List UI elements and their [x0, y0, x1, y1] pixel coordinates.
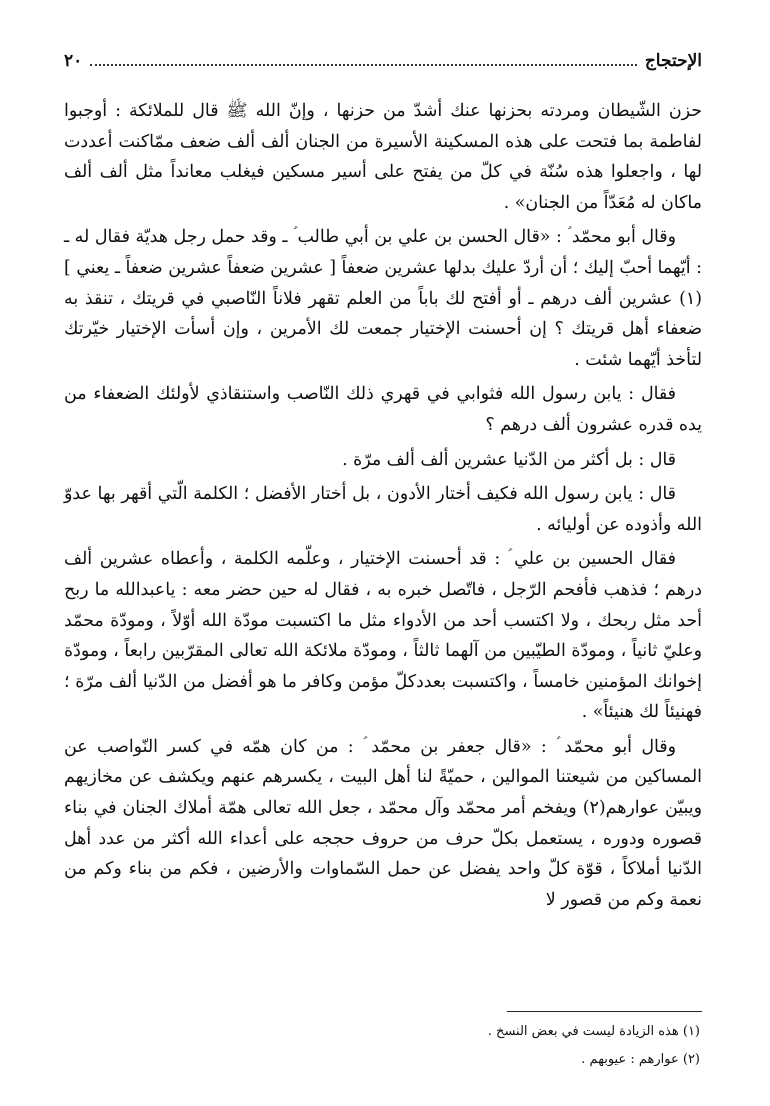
footnote: (١) هذه الزيادة ليست في بعض النسخ . [487, 1024, 700, 1039]
paragraph: قال : يابن رسول الله فكيف أختار الأدون ، بل أختار الأفضل ؛ الكلمة الّتي أقهر بها عدوّ الله وأذوده عن أوليائه . [64, 484, 702, 535]
paragraph: فقال الحسين بن علي ؑ : قد أحسنت الإختيار ، وعلّمه الكلمة ، وأعطاه عشرين ألف درهم ؛ فذهب فأفحم الرّجل ، فاتّصل خبره به ، فقال له حين حضر معه : ياعبدالله ما ربح أحد مثل ربحك ، ولا اكتسب أحد من الأدواء مثل ما اكتسبت مودّة الله أوّلاً ، ومودّة محمّد وعليّ ثانياً ، ومودّة الطيّبين من آلهما ثالثاً ، ومودّة ملائكة الله تعالى المقرّبين رابعاً ، ومودّة إخوانك المؤمنين خامساً ، واكتسبت بعددكلّ مؤمن وكافر ما هو أفضل من الدّنيا ألف مرّة ؛ فهنيئاً لك هنيئاً» . [64, 549, 702, 723]
paragraph: حزن الشّيطان ومردته بحزنها عنك أشدّ من حزنها ، وإنّ الله ﷺ قال للملائكة : أوجبوا لفاطمة بما فتحت على هذه المسكينة الأسيرة من الجنان ألف ألف ضعف ممّاكنت أعددت لها ، واجعلوا هذه سُنّة في كلّ من يفتح على أسير مسكين فيغلب معانداً مثل ألف ألف ماكان له مُعَدّاً من الجنان» . [64, 101, 702, 213]
paragraph: وقال أبو محمّد ؑ : «قال جعفر بن محمّد ؑ : من كان همّه في كسر النّواصب عن المساكين من شيعتنا الموالين ، حميّةً لنا أهل البيت ، يكسرهم عنهم ويكشف عن مخازيهم ويبيّن عوارهم(٢) ويفخم أمر محمّد وآل محمّد ، جعل الله تعالى همّة أملاك الجنان في بناء قصوره ودوره ، يستعمل بكلّ حرف من حروف حججه على أعداء الله أكثر من عدد أهل الدّنيا أملاكاً ، قوّة كلّ واحد يفضل عن حمل السّماوات والأرضين ، فكم من بناء وكم من نعمة وكم من قصور لا [64, 736, 703, 910]
footnote: (٢) عوارهم : عيوبهم . [581, 1052, 700, 1067]
paragraph: وقال أبو محمّد ؑ : «قال الحسن بن علي بن أبي طالب ؑ ـ وقد حمل رجل هديّة فقال له ـ : أيّهما أحبّ إليك ؛ أن أردّ عليك بدلها عشرين ضعفاً [ عشرين ضعفاً عشرين ضعفاً ـ يعني ](١) عشرين ألف درهم ـ أو أفتح لك باباً من العلم تقهر فلاناً النّاصبي في قريتك ، تنقذ به ضعفاء أهل قريتك ؟ إن أحسنت الإختيار جمعت لك الأمرين ، وإن أسأت الإختيار خيّرتك لتأخذ أيّهما شئت . [64, 227, 702, 370]
paragraph: قال : بل أكثر من الدّنيا عشرين ألف ألف مرّة . [342, 449, 676, 470]
page-header [64, 46, 702, 76]
paragraph: فقال : يابن رسول الله فثوابي في قهري ذلك النّاصب واستنقاذي لأولئك الضعفاء من يده قدره عشرون ألف درهم ؟ [64, 384, 702, 435]
page-body [64, 96, 702, 919]
footnote-separator [507, 1011, 702, 1012]
header-dotted-leader [90, 56, 637, 66]
running-title: الإحتجاج [644, 51, 702, 71]
page-number: ٢٠ [64, 51, 83, 71]
